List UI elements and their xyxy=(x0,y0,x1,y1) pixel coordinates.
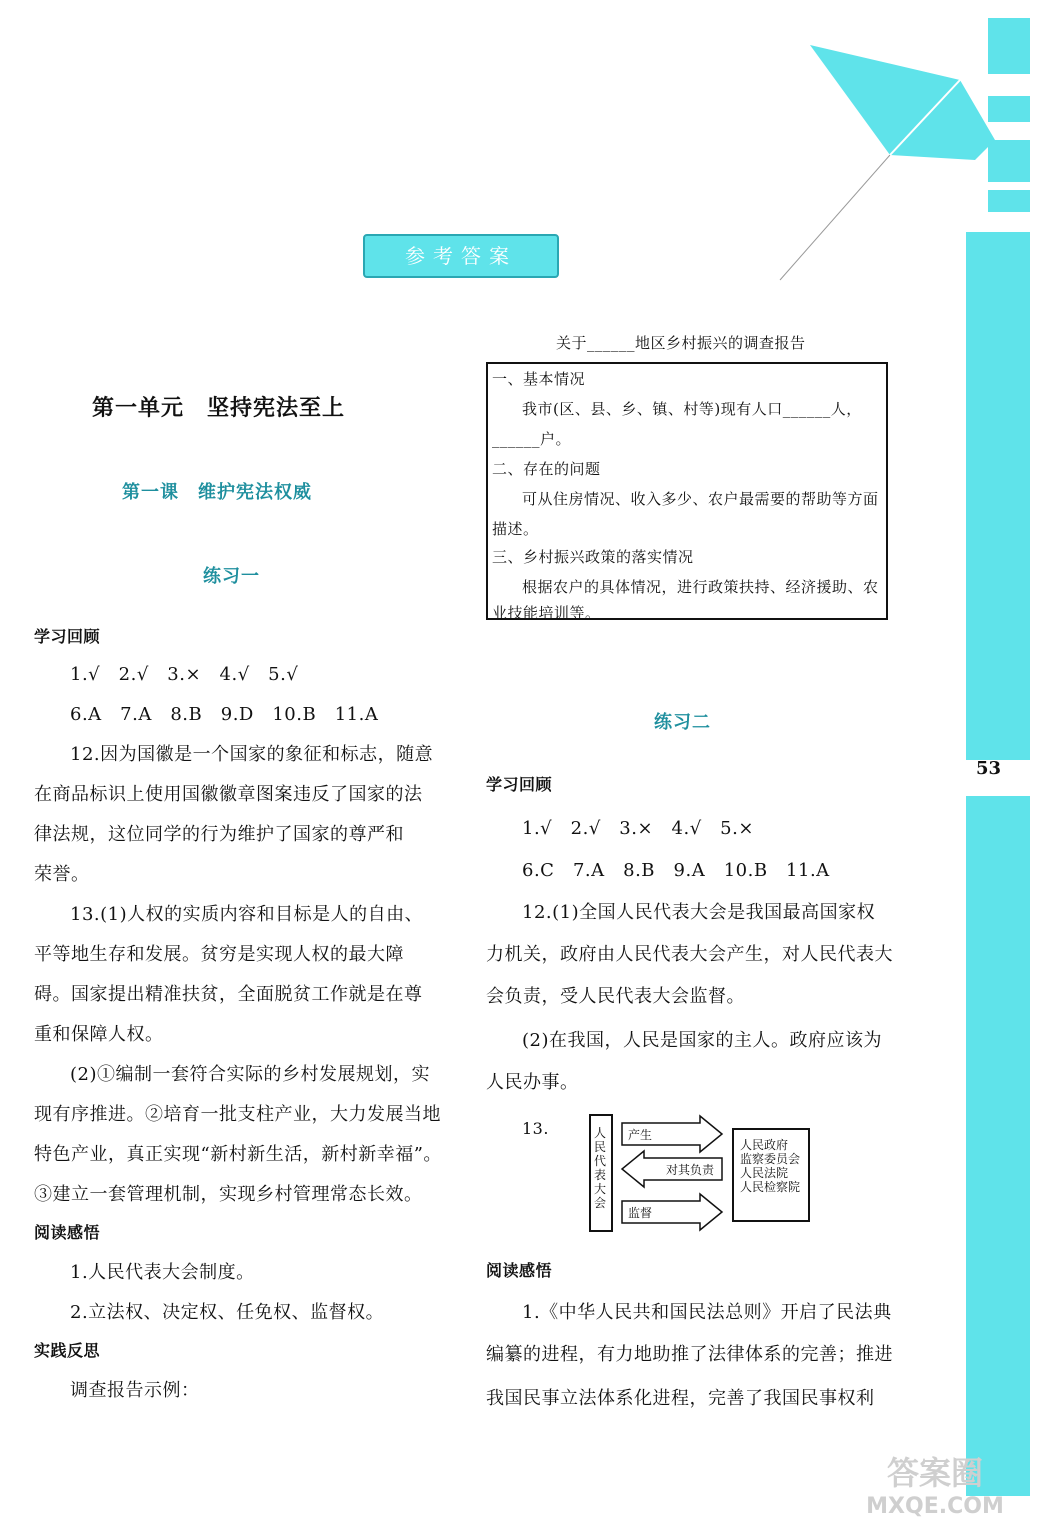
q13-line-8: ③建立一套管理机制，实现乡村管理常态长效。 xyxy=(34,1184,423,1205)
reading-left-line-2: 2.立法权、决定权、任免权、监督权。 xyxy=(70,1302,385,1323)
exercise-two-title: 练习二 xyxy=(654,712,711,733)
diagram-procuratorate: 人民检察院 xyxy=(740,1180,801,1194)
diagram-left-box xyxy=(589,1114,613,1232)
state-structure-diagram xyxy=(586,1114,812,1236)
arrow-supervise-label: 监督 xyxy=(628,1206,653,1220)
watermark-line-1: 答案圈 xyxy=(886,1454,983,1492)
q13-line-7: 特色产业，真正实现“新村新生活，新村新幸福”。 xyxy=(34,1144,442,1165)
reading-heading-right: 阅读感悟 xyxy=(486,1261,553,1280)
report-line-5: 可从住房情况、收入多少、农户最需要的帮助等方面 xyxy=(522,490,879,508)
report-line-6: 描述。 xyxy=(492,520,539,538)
diagram-gov: 人民政府 xyxy=(740,1138,789,1152)
q12-right-line-4: (2)在我国，人民是国家的主人。政府应该为 xyxy=(522,1030,882,1051)
q12-line-4: 荣誉。 xyxy=(34,864,90,885)
review-heading-right: 学习回顾 xyxy=(486,775,553,794)
page-number: 53 xyxy=(976,758,1002,779)
q12-right-line-2: 力机关，政府由人民代表大会产生，对人民代表大 xyxy=(486,944,893,965)
report-line-7: 三、乡村振兴政策的落实情况 xyxy=(492,548,694,566)
exercise-one-title: 练习一 xyxy=(203,566,260,587)
side-band-6 xyxy=(966,796,1030,1496)
report-line-8: 根据农户的具体情况，进行政策扶持、经济援助、农 xyxy=(522,578,879,596)
q12-right-line-3: 会负责，受人民代表大会监督。 xyxy=(486,986,745,1007)
review-line-2: 6.A 7.A 8.B 9.D 10.B 11.A xyxy=(70,704,379,725)
review-right-line-1: 1.√ 2.√ 3.× 4.√ 5.× xyxy=(522,818,754,839)
diagram-supervision: 监察委员会 xyxy=(740,1152,801,1166)
review-line-1: 1.√ 2.√ 3.× 4.√ 5.√ xyxy=(70,664,299,685)
banner-title: 参考答案 xyxy=(405,244,517,268)
q13-line-2: 平等地生存和发展。贫穷是实现人权的最大障 xyxy=(34,944,404,965)
lesson-title: 第一课 维护宪法权威 xyxy=(122,482,312,503)
report-line-3: ______户。 xyxy=(492,430,572,448)
report-title: 关于______地区乡村振兴的调查报告 xyxy=(556,334,806,352)
q13-right-label: 13. xyxy=(522,1119,549,1138)
q12-line-3: 律法规，这位同学的行为维护了国家的尊严和 xyxy=(34,824,404,845)
q12-right-line-5: 人民办事。 xyxy=(486,1072,579,1093)
side-band-5 xyxy=(966,232,1030,760)
review-heading: 学习回顾 xyxy=(34,627,101,646)
kite-decoration xyxy=(760,30,1000,290)
arrow-produce-label: 产生 xyxy=(628,1128,653,1142)
q13-line-3: 碍。国家提出精准扶贫，全面脱贫工作就是在尊 xyxy=(34,984,423,1005)
review-right-line-2: 6.C 7.A 8.B 9.A 10.B 11.A xyxy=(522,860,830,881)
arrow-responsible-label: 对其负责 xyxy=(666,1163,715,1177)
reading-right-line-2: 编纂的进程，有力地助推了法律体系的完善；推进 xyxy=(486,1344,893,1365)
watermark-line-2: MXQE.COM xyxy=(866,1494,1004,1519)
reading-right-line-1: 1.《中华人民共和国民法总则》开启了民法典 xyxy=(522,1302,892,1323)
report-box xyxy=(486,362,888,620)
reading-left-line-1: 1.人民代表大会制度。 xyxy=(70,1262,255,1283)
answer-banner xyxy=(363,234,559,278)
report-line-1: 一、基本情况 xyxy=(492,370,586,388)
q12-line-2: 在商品标识上使用国徽徽章图案违反了国家的法 xyxy=(34,784,423,805)
watermark-logo xyxy=(842,1452,1028,1532)
q13-line-5: (2)①编制一套符合实际的乡村发展规划，实 xyxy=(70,1064,430,1085)
reading-right-line-3: 我国民事立法体系化进程，完善了我国民事权利 xyxy=(486,1388,875,1409)
practice-heading: 实践反思 xyxy=(34,1341,101,1360)
q12-right-line-1: 12.(1)全国人民代表大会是我国最高国家权 xyxy=(522,902,876,923)
diagram-court: 人民法院 xyxy=(740,1166,789,1180)
unit-title: 第一单元 坚持宪法至上 xyxy=(92,396,346,421)
q13-line-4: 重和保障人权。 xyxy=(34,1024,164,1045)
practice-line: 调查报告示例： xyxy=(70,1380,200,1401)
q13-line-6: 现有序推进。②培育一批支柱产业，大力发展当地 xyxy=(34,1104,441,1125)
diagram-right-box xyxy=(732,1128,810,1222)
report-line-9: 业技能培训等。 xyxy=(492,604,601,622)
report-line-4: 二、存在的问题 xyxy=(492,460,601,478)
q12-line-1: 12.因为国徽是一个国家的象征和标志，随意 xyxy=(70,744,434,765)
reading-heading-left: 阅读感悟 xyxy=(34,1223,101,1242)
report-line-2: 我市(区、县、乡、镇、村等)现有人口______人， xyxy=(522,400,862,418)
diagram-left-box-label: 人民代表大会 xyxy=(593,1126,606,1210)
q13-line-1: 13.(1)人权的实质内容和目标是人的自由、 xyxy=(70,904,424,925)
